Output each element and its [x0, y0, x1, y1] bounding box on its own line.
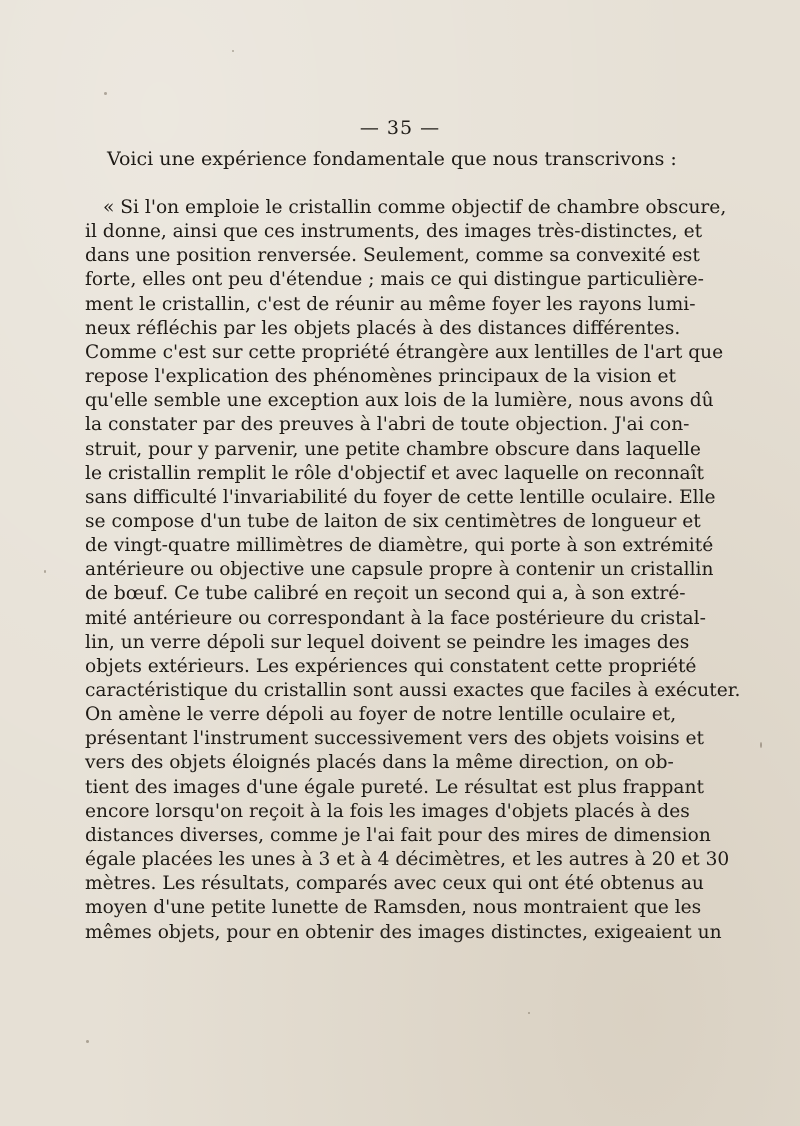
text-line: encore lorsqu'on reçoit à la fois les images d'objets placés à des: [85, 800, 690, 822]
text-line: la constater par des preuves à l'abri de toute objection. J'ai con-: [85, 414, 690, 436]
text-line: présentant l'instrument successivement vers des objets voisins et: [85, 728, 704, 750]
text-line: dans une position renversée. Seulement, comme sa convexité est: [85, 245, 700, 267]
text-line: lin, un verre dépoli sur lequel doivent se peindre les images des: [85, 631, 690, 653]
text-line: de bœuf. Ce tube calibré en reçoit un second qui a, à son extré-: [85, 583, 686, 605]
text-line: tient des images d'une égale pureté. Le résultat est plus frappant: [85, 776, 704, 798]
text-line: égale placées les unes à 3 et à 4 décimètres, et les autres à 20 et 30: [85, 849, 730, 871]
text-line: caractéristique du cristallin sont aussi exactes que faciles à exécuter.: [85, 680, 741, 701]
text-line: sans difficulté l'invariabilité du foyer de cette lentille oculaire. Elle: [85, 486, 716, 508]
text-line: mité antérieure ou correspondant à la face postérieure du cristal-: [85, 607, 706, 629]
paper-speck: [104, 92, 107, 95]
text-line: se compose d'un tube de laiton de six centimètres de longueur et: [85, 510, 701, 532]
text-line: objets extérieurs. Les expériences qui constatent cette propriété: [85, 655, 697, 677]
text-line: neux réfléchis par les objets placés à des distances différentes.: [85, 317, 681, 339]
text-line: On amène le verre dépoli au foyer de notre lentille oculaire et,: [85, 704, 677, 726]
text-line: vers des objets éloignés placés dans la même direction, on ob-: [85, 752, 674, 774]
text-line: le cristallin remplit le rôle d'objectif et avec laquelle on reconnaît: [85, 462, 705, 484]
paper-speck: [528, 1012, 530, 1014]
paper-speck: [760, 742, 762, 748]
paper-speck: [232, 50, 234, 52]
text-line: mètres. Les résultats, comparés avec ceux qui ont été obtenus au: [85, 873, 704, 895]
page-number: — 35 —: [359, 117, 441, 139]
text-line: forte, elles ont peu d'étendue ; mais ce qui distingue particulière-: [85, 269, 704, 291]
text-line: antérieure ou objective une capsule propre à contenir un cristallin: [85, 559, 714, 581]
text-line: struit, pour y parvenir, une petite chambre obscure dans laquelle: [85, 438, 701, 460]
text-line: mêmes objets, pour en obtenir des images distinctes, exigeaient un: [85, 921, 722, 943]
text-line: distances diverses, comme je l'ai fait pour des mires de dimension: [85, 824, 711, 846]
paper-speck: [44, 570, 46, 573]
text-line: moyen d'une petite lunette de Ramsden, nous montraient que les: [85, 897, 702, 919]
text-line: qu'elle semble une exception aux lois de la lumière, nous avons dû: [85, 390, 714, 412]
paper-speck: [86, 1040, 89, 1043]
intro-line: Voici une expérience fondamentale que nous transcrivons :: [107, 148, 677, 170]
text-line: ment le cristallin, c'est de réunir au même foyer les rayons lumi-: [85, 293, 696, 315]
text-line: de vingt-quatre millimètres de diamètre, qui porte à son extrémité: [85, 535, 714, 557]
text-line: « Si l'on emploie le cristallin comme objectif de chambre obscure,: [103, 197, 727, 218]
text-line: il donne, ainsi que ces instruments, des images très-distinctes, et: [85, 221, 703, 243]
text-line: Comme c'est sur cette propriété étrangère aux lentilles de l'art que: [85, 341, 724, 363]
text-line: repose l'explication des phénomènes principaux de la vision et: [85, 366, 676, 388]
